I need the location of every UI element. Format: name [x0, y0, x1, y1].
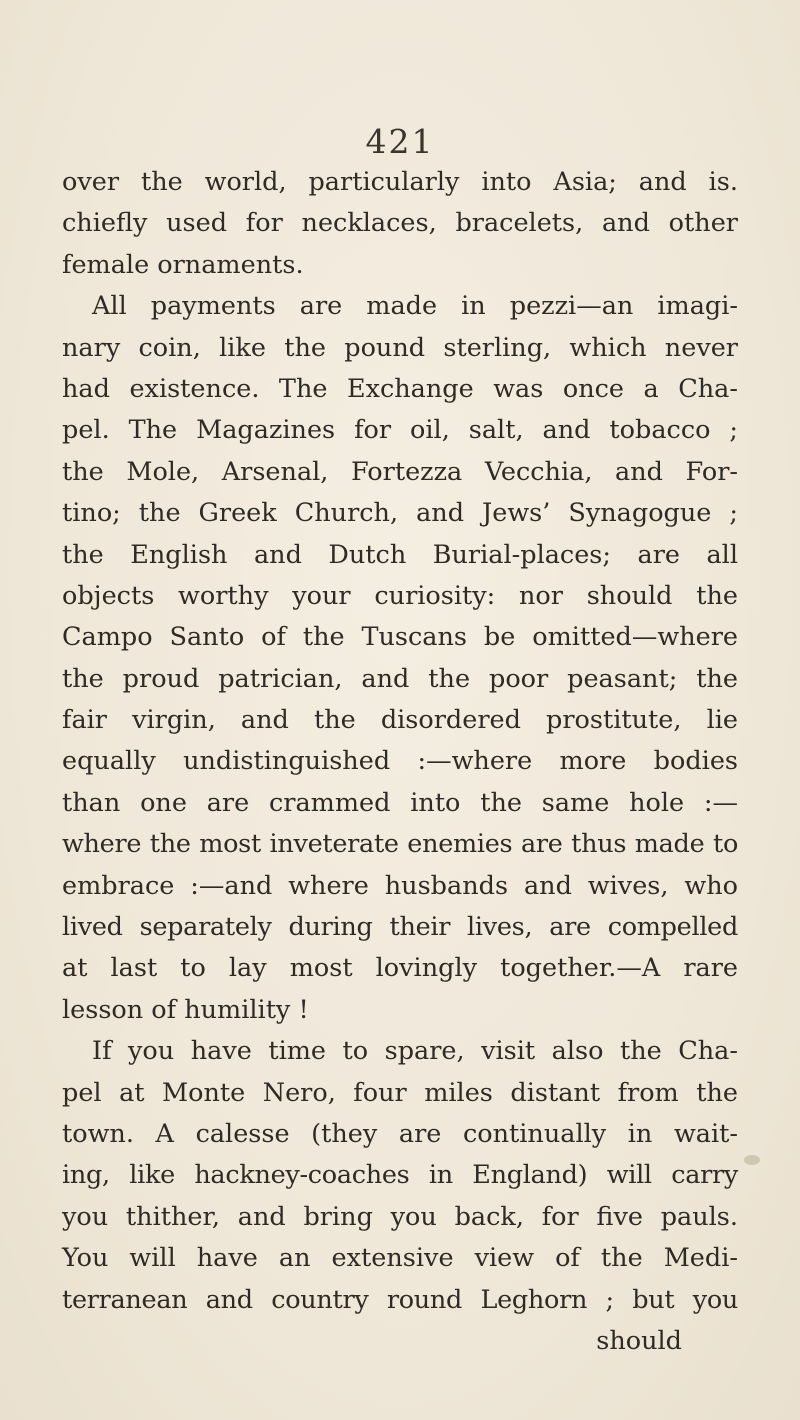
text-line: had existence. The Exchange was once a Cha- — [62, 373, 738, 404]
body-text — [62, 162, 738, 1362]
text-line: over the world, particularly into Asia; and is. — [62, 167, 738, 197]
text-line: chiefly used for necklaces, bracelets, and other — [62, 208, 738, 239]
text-line: you thither, and bring you back, for five pauls. — [62, 1201, 738, 1232]
text-line: than one are crammed into the same hole :— — [62, 787, 738, 818]
text-line: the English and Dutch Burial-places; are all — [62, 539, 738, 570]
text-line: ing, like hackney-coaches in England) will carry — [62, 1160, 738, 1191]
text-line: embrace :—and where husbands and wives, who — [62, 870, 738, 901]
text-line: pel. The Magazines for oil, salt, and tobacco ; — [62, 415, 738, 446]
text-line: lived separately during their lives, are compelled — [62, 912, 738, 943]
text-line: You will have an extensive view of the Medi- — [62, 1243, 738, 1274]
text-line: If you have time to spare, visit also the Cha- — [92, 1036, 738, 1067]
text-line: female ornaments. — [62, 249, 304, 280]
text-line: equally undistinguished :—where more bodies — [62, 746, 738, 777]
text-line: objects worthy your curiosity: nor should the — [62, 580, 738, 611]
text-line: lesson of humility ! — [62, 994, 309, 1025]
text-line: at last to lay most lovingly together.—A rare — [62, 953, 738, 984]
text-line: terranean and country round Leghorn ; but you — [62, 1284, 738, 1315]
catchword: should — [596, 1325, 682, 1356]
text-line: fair virgin, and the disordered prostitute, lie — [62, 705, 738, 736]
text-line: nary coin, like the pound sterling, which never — [62, 332, 738, 363]
text-line: the Mole, Arsenal, Fortezza Vecchia, and For- — [62, 456, 738, 487]
text-line: town. A calesse (they are continually in wait- — [62, 1118, 738, 1149]
text-line: pel at Monte Nero, four miles distant from the — [62, 1077, 738, 1108]
text-line: Campo Santo of the Tuscans be omitted—where — [62, 622, 738, 653]
page-number: 421 — [365, 122, 435, 161]
text-line: where the most inveterate enemies are thus made to — [62, 829, 738, 860]
paper-stain — [744, 1155, 760, 1165]
text-line: the proud patrician, and the poor peasant; the — [62, 663, 738, 694]
text-line: All payments are made in pezzi—an imagi- — [92, 291, 738, 322]
text-line: tino; the Greek Church, and Jews’ Synagogue ; — [62, 498, 738, 529]
